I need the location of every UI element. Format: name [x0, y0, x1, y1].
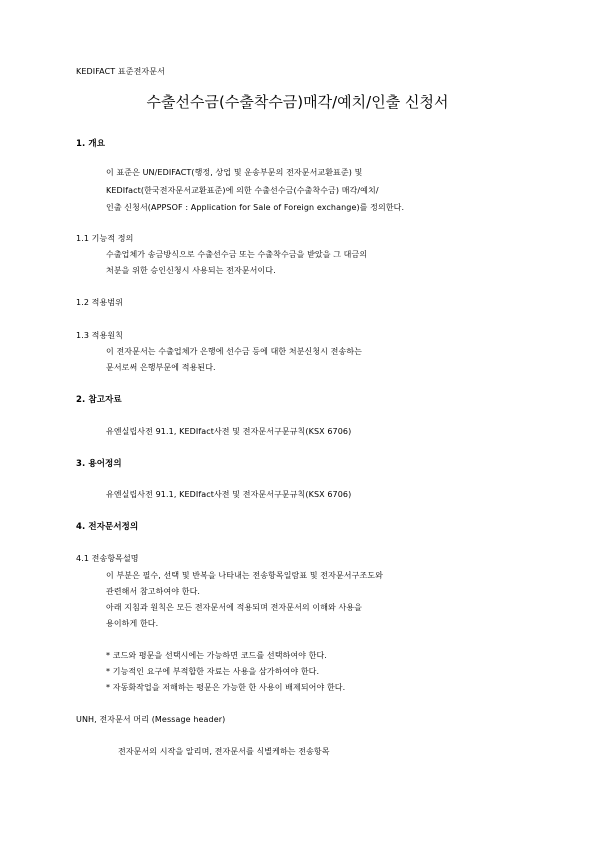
guideline-bullet: * 기능적인 요구에 부적합한 자료는 사용을 삼가하여야 한다.	[106, 667, 320, 676]
section-3-paragraph-line: 유엔실립사전 91.1, KEDIfact사전 및 전자문서구문규칙(KSX 6706)	[106, 490, 352, 499]
section-3-heading: 3. 용어정의	[76, 459, 122, 469]
section-2-paragraph-line: 유엔실립사전 91.1, KEDIfact사전 및 전자문서구문규칙(KSX 6706)	[106, 427, 352, 436]
section-2-heading: 2. 참고자료	[76, 395, 122, 405]
unh-segment-heading: UNH, 전자문서 머리 (Message header)	[76, 715, 226, 724]
section-1-1-paragraph-line: 처분을 위한 승인신청시 사용되는 전자문서이다.	[106, 266, 276, 275]
section-1-3-paragraph-line: 이 전자문서는 수출업체가 은행에 선수금 등에 대한 처분신청시 전송하는	[106, 347, 362, 356]
unh-segment-description: 전자문서의 시작을 알리며, 전자문서를 식별케하는 전송항목	[118, 747, 330, 756]
section-4-1-paragraph-line: 이 부분은 필수, 선택 및 반복을 나타내는 전송항목일람표 및 전자문서구조도와	[106, 571, 383, 580]
section-1-2-heading: 1.2 적용범위	[76, 298, 123, 307]
section-1-paragraph-line: 인출 신청서(APPSOF : Application for Sale of Foreign exchange)를 정의한다.	[106, 203, 405, 212]
section-1-heading: 1. 개요	[76, 139, 106, 149]
document-title: 수출선수금(수출착수금)매각/예치/인출 신청서	[146, 93, 449, 111]
section-1-3-paragraph-line: 문서로써 은행부문에 적용된다.	[106, 363, 216, 372]
document-type-label: KEDIFACT 표준전자문서	[76, 67, 165, 76]
section-4-1-heading: 4.1 전송항목설명	[76, 554, 139, 563]
section-1-3-heading: 1.3 적용원칙	[76, 331, 123, 340]
section-4-1-paragraph-line: 용이하게 한다.	[106, 619, 159, 628]
section-4-1-paragraph-line: 아래 지침과 원칙은 모든 전자문서에 적용되며 전자문서의 이해와 사용을	[106, 603, 362, 612]
section-1-1-heading: 1.1 기능적 정의	[76, 234, 134, 243]
section-1-1-paragraph-line: 수출업체가 송금방식으로 수출선수금 또는 수출착수금을 받았을 그 대금의	[106, 250, 368, 259]
section-4-heading: 4. 전자문서정의	[76, 522, 139, 532]
guideline-bullet: * 코드와 평문을 선택시에는 가능하면 코드를 선택하여야 한다.	[106, 651, 327, 660]
section-1-paragraph-line: 이 표준은 UN/EDIFACT(행정, 상업 및 운송부문의 전자문서교환표준) 및	[106, 168, 363, 177]
guideline-bullet: * 자동화작업을 저해하는 평문은 가능한 한 사용이 배제되어야 한다.	[106, 683, 346, 692]
section-4-1-paragraph-line: 관련해서 참고하여야 한다.	[106, 587, 201, 596]
section-1-paragraph-line: KEDIfact(한국전자문서교환표준)에 의한 수출선수금(수출착수금) 매각/예치/	[106, 186, 379, 195]
